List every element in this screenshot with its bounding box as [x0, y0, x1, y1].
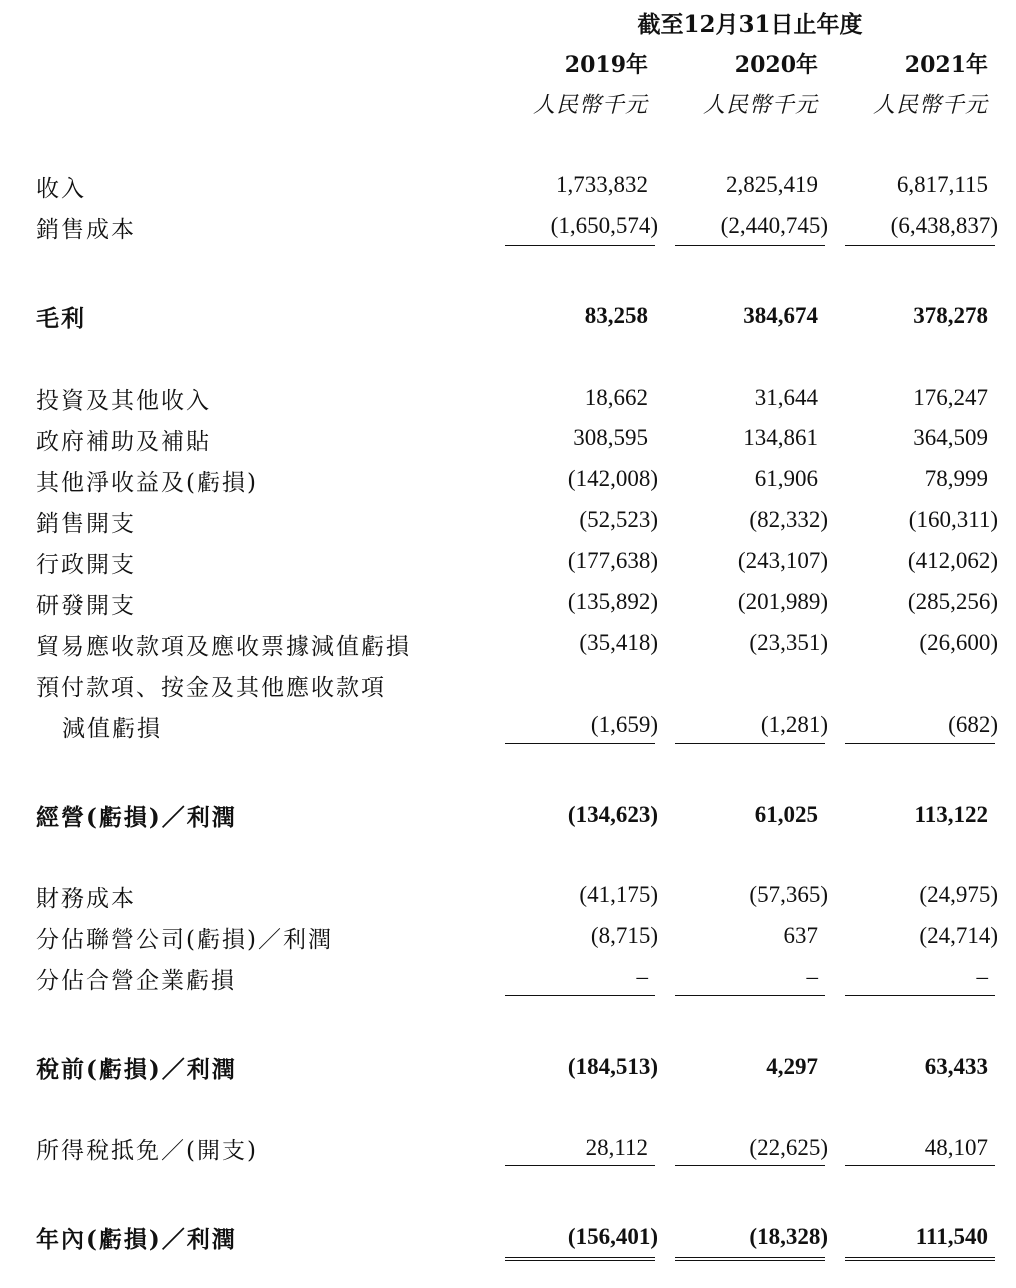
row-label-administrative-expenses: 行政開支 — [36, 552, 136, 578]
row-label-revenue: 收入 — [36, 176, 86, 202]
row-label-gross-profit: 毛利 — [36, 305, 86, 332]
subtotal-rule — [675, 743, 825, 744]
cell-prepayments-impairment-2020: (1,281) — [760, 712, 828, 737]
subtotal-rule — [845, 245, 995, 246]
subtotal-rule — [505, 245, 655, 246]
cell-gross-profit-2021: 378,278 — [913, 303, 988, 328]
column-year-2021: 2021年 — [904, 52, 988, 78]
column-year-2020: 2020年 — [734, 52, 818, 78]
cell-operating-profit-2020: 61,025 — [754, 802, 818, 827]
subtotal-rule — [845, 995, 995, 996]
column-unit-2019: 人民幣千元 — [532, 93, 648, 118]
cell-cost-of-sales-2020: (2,440,745) — [720, 213, 828, 238]
cell-prepayments-impairment-2021: (682) — [948, 712, 998, 737]
cell-revenue-2021: 6,817,115 — [896, 172, 988, 197]
row-label-profit-before-tax: 稅前(虧損)／利潤 — [36, 1056, 237, 1083]
cell-profit-for-year-2019: (156,401) — [567, 1224, 658, 1249]
subtotal-rule — [505, 1165, 655, 1166]
column-year-2019: 2019年 — [564, 52, 648, 78]
cell-finance-costs-2019: (41,175) — [579, 882, 658, 907]
cell-selling-expenses-2020: (82,332) — [749, 507, 828, 532]
total-double-rule — [505, 1257, 655, 1261]
cell-government-grants-2021: 364,509 — [913, 425, 988, 450]
cell-government-grants-2019: 308,595 — [573, 425, 648, 450]
cell-profit-for-year-2020: (18,328) — [749, 1224, 828, 1249]
row-label-finance-costs: 財務成本 — [36, 886, 136, 912]
cell-share-of-associates-2021: (24,714) — [919, 923, 998, 948]
cell-administrative-expenses-2019: (177,638) — [567, 548, 658, 573]
subtotal-rule — [675, 995, 825, 996]
cell-selling-expenses-2021: (160,311) — [908, 507, 998, 532]
cell-finance-costs-2021: (24,975) — [919, 882, 998, 907]
cell-share-of-associates-2019: (8,715) — [590, 923, 658, 948]
cell-profit-before-tax-2020: 4,297 — [766, 1054, 818, 1079]
cell-investment-income-2020: 31,644 — [754, 385, 818, 410]
cell-investment-income-2019: 18,662 — [584, 385, 648, 410]
cell-revenue-2020: 2,825,419 — [726, 172, 818, 197]
cell-share-of-associates-2020: 637 — [783, 923, 818, 948]
cell-trade-receivables-impairment-2021: (26,600) — [919, 630, 998, 655]
cell-operating-profit-2019: (134,623) — [567, 802, 658, 827]
cell-share-of-joint-ventures-2021: – — [976, 964, 988, 989]
subtotal-rule — [505, 995, 655, 996]
row-label-selling-expenses: 銷售開支 — [36, 511, 136, 537]
cell-income-tax-2021: 48,107 — [924, 1135, 988, 1160]
row-label-investment-income: 投資及其他收入 — [36, 388, 211, 414]
total-double-rule — [675, 1257, 825, 1261]
cell-income-tax-2019: 28,112 — [585, 1135, 648, 1160]
row-label-share-of-associates: 分佔聯營公司(虧損)／利潤 — [36, 927, 333, 953]
period-heading: 截至12月31日止年度 — [637, 11, 863, 38]
cell-other-net-gains-2019: (142,008) — [567, 466, 658, 491]
subtotal-rule — [675, 245, 825, 246]
row-label-prepayments-impairment: 減值虧損 — [62, 716, 162, 742]
row-label-cost-of-sales: 銷售成本 — [36, 217, 136, 243]
row-label-prepayments: 預付款項、按金及其他應收款項 — [36, 675, 386, 701]
cell-revenue-2019: 1,733,832 — [556, 172, 648, 197]
subtotal-rule — [505, 743, 655, 744]
row-label-rnd-expenses: 研發開支 — [36, 593, 136, 619]
row-label-operating-profit: 經營(虧損)／利潤 — [36, 804, 237, 831]
cell-profit-for-year-2021: 111,540 — [915, 1224, 988, 1249]
cell-profit-before-tax-2021: 63,433 — [924, 1054, 988, 1079]
cell-trade-receivables-impairment-2020: (23,351) — [749, 630, 828, 655]
cell-other-net-gains-2020: 61,906 — [754, 466, 818, 491]
cell-cost-of-sales-2021: (6,438,837) — [890, 213, 998, 238]
cell-share-of-joint-ventures-2019: – — [636, 964, 648, 989]
cell-rnd-expenses-2021: (285,256) — [907, 589, 998, 614]
cell-cost-of-sales-2019: (1,650,574) — [550, 213, 658, 238]
cell-other-net-gains-2021: 78,999 — [924, 466, 988, 491]
row-label-income-tax: 所得稅抵免／(開支) — [36, 1138, 258, 1164]
row-label-profit-for-year: 年內(虧損)／利潤 — [36, 1226, 237, 1253]
cell-selling-expenses-2019: (52,523) — [579, 507, 658, 532]
cell-finance-costs-2020: (57,365) — [749, 882, 828, 907]
cell-prepayments-impairment-2019: (1,659) — [590, 712, 658, 737]
column-unit-2021: 人民幣千元 — [872, 93, 988, 118]
total-double-rule — [845, 1257, 995, 1261]
cell-administrative-expenses-2021: (412,062) — [907, 548, 998, 573]
cell-rnd-expenses-2019: (135,892) — [567, 589, 658, 614]
subtotal-rule — [675, 1165, 825, 1166]
cell-profit-before-tax-2019: (184,513) — [567, 1054, 658, 1079]
row-label-trade-receivables-impairment: 貿易應收款項及應收票據減值虧損 — [36, 634, 411, 660]
cell-income-tax-2020: (22,625) — [749, 1135, 828, 1160]
row-label-other-net-gains: 其他淨收益及(虧損) — [36, 470, 258, 496]
row-label-government-grants: 政府補助及補貼 — [36, 429, 211, 455]
column-unit-2020: 人民幣千元 — [702, 93, 818, 118]
cell-share-of-joint-ventures-2020: – — [806, 964, 818, 989]
row-label-share-of-joint-ventures: 分佔合營企業虧損 — [36, 968, 236, 994]
cell-administrative-expenses-2020: (243,107) — [737, 548, 828, 573]
subtotal-rule — [845, 743, 995, 744]
cell-trade-receivables-impairment-2019: (35,418) — [579, 630, 658, 655]
subtotal-rule — [845, 1165, 995, 1166]
cell-gross-profit-2020: 384,674 — [743, 303, 818, 328]
cell-government-grants-2020: 134,861 — [743, 425, 818, 450]
cell-investment-income-2021: 176,247 — [913, 385, 988, 410]
cell-gross-profit-2019: 83,258 — [584, 303, 648, 328]
cell-operating-profit-2021: 113,122 — [914, 802, 988, 827]
cell-rnd-expenses-2020: (201,989) — [737, 589, 828, 614]
